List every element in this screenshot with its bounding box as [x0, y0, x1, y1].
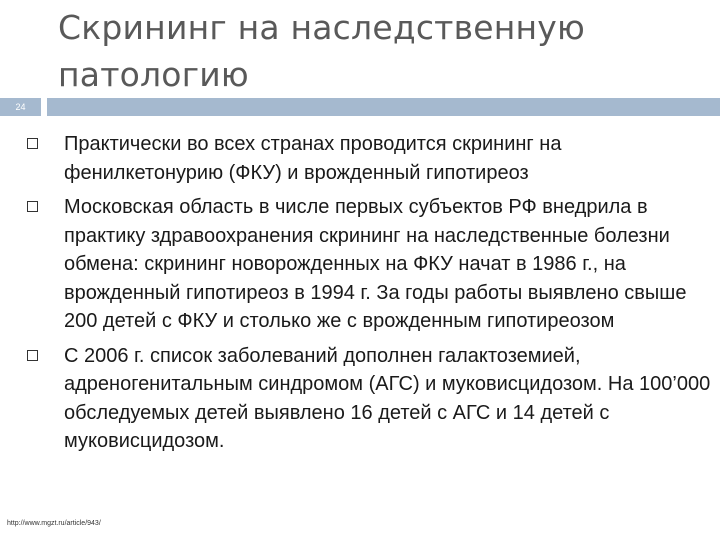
- slide-title: Скрининг на наследственную патологию: [58, 8, 586, 94]
- checkbox-bullet-icon: [27, 350, 38, 361]
- bullet-list: [26, 130, 716, 462]
- bullet-text: Московская область в числе первых субъектов РФ внедрила в практику здравоохранения скрининг на наследственные болезни обмена: скрининг новорожденных на ФКУ начат в 1986 г., на врожденный гипотиреоз в 1994 г. За годы работы выявлено свыше 200 детей с ФКУ и столько же с врожденным гипотиреозом: [64, 196, 687, 332]
- bullet-item: [26, 193, 716, 336]
- bullet-text: С 2006 г. список заболеваний дополнен галактоземией, адреногенитальным синдромом (АГС) и муковисцидозом. На 100’000 обследуемых детей выявлено 16 детей с АГС и 14 детей с муковисцидозом.: [64, 344, 711, 452]
- accent-bar: [47, 98, 720, 116]
- checkbox-bullet-icon: [27, 138, 38, 149]
- bullet-item: [26, 342, 716, 456]
- bullet-item: [26, 130, 716, 187]
- checkbox-bullet-icon: [27, 201, 38, 212]
- source-link[interactable]: http://www.mgzt.ru/article/943/: [7, 520, 101, 527]
- bullet-text: Практически во всех странах проводится скрининг на фенилкетонурию (ФКУ) и врожденный гипотиреоз: [64, 133, 562, 184]
- slide-number: 24: [15, 102, 26, 112]
